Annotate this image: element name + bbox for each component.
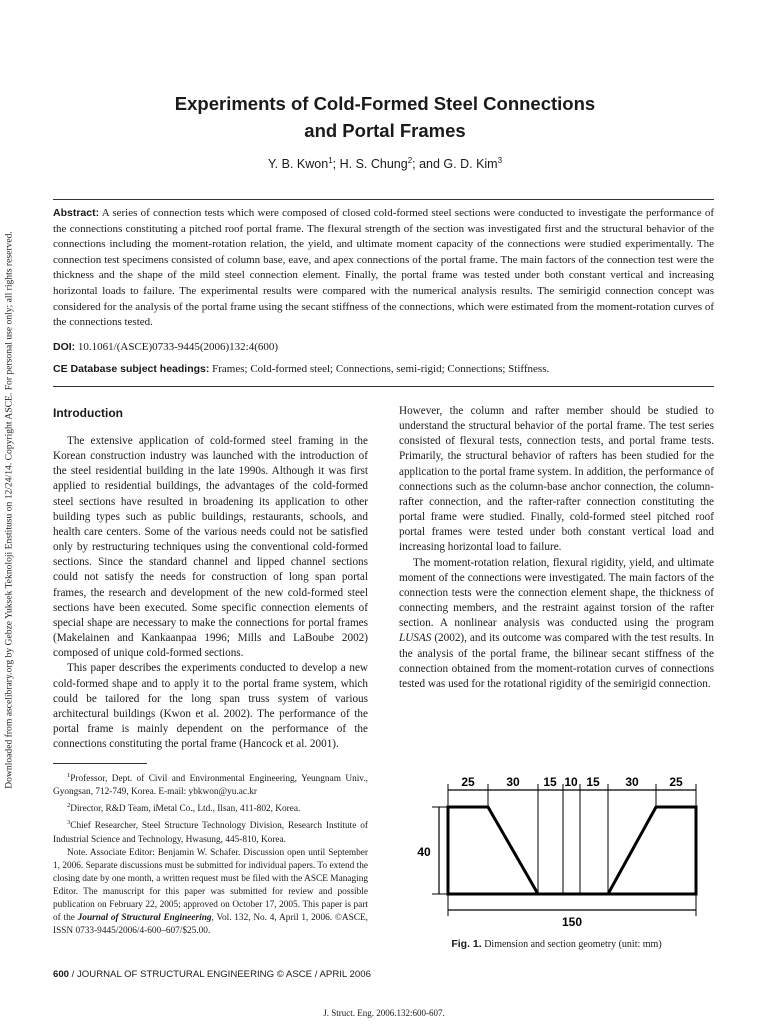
doi-label: DOI: [53,341,76,353]
dim-label-25-right: 25 [669,775,683,789]
subject-headings-value: Frames; Cold-formed steel; Connections, semi-rigid; Connections; Stiffness. [212,363,550,375]
footnote-1-text: Professor, Dept. of Civil and Environmental Engineering, Yeungnam Univ., Gyongsan, 712-749, Korea. E-mail: ybkwon@yu.ac.kr [53,774,368,798]
footnote-2-mark: 2 [67,802,71,810]
figure-caption-label: Fig. 1. [451,938,482,950]
author-separator-1: ; [332,157,340,172]
right-paragraph-2 [399,556,714,692]
abstract-label: Abstract: [53,207,100,219]
author-separator-2: ; and [412,157,444,172]
author-3: G. D. Kim [443,157,498,172]
running-footer [53,969,371,980]
title-line-1: Experiments of Cold-Formed Steel Connections [174,93,596,114]
download-watermark [2,205,16,815]
author-2-affiliation-mark: 2 [407,156,413,165]
right-column [399,404,714,692]
journal-name: Journal of Structural Engineering [77,913,212,924]
author-2: H. S. Chung [339,157,408,172]
abstract [53,206,714,331]
author-3-affiliation-mark: 3 [497,156,503,165]
abstract-bottom-rule [53,386,714,387]
subject-headings-label: CE Database subject headings: [53,363,210,375]
citation-footer: J. Struct. Eng. 2006.132:600-607. [323,1008,445,1018]
right-paragraph-2-text-b: (2002), and its outcome was compared with the test results. In the analysis of the portal frame, the bilinear secant stiffness of the connection obtained from the moment-rotation curves of connections tested was used for the rotational rigidity of the semirigid connection. [399,632,714,690]
right-paragraph-1: However, the column and rafter member should be studied to understand the structural behavior of the portal frame. The test series consisted of flexural tests, connection tests, and portal frame tests. Primarily, the structural behavior of rafters has been studied for the application to the portal frame system. In addition, the performance of connections such as the column-base anchor connection, the column-rafter connection, and the rafter-rafter connection constituting the portal frame were studied. Finally, cold-formed steel pitched roof portal frames were tested under both constant vertical load and increasing horizontal load to failure. [399,405,714,554]
intro-paragraph-2: This paper describes the experiments conducted to develop a new cold-formed shape and to apply it to the portal frame system, which could be tailored for the long span truss system of various architectural buildings (Kwon et al. 2002). The performance of the portal frame is mainly dependent on the performance of the connections constituting the portal frame (Hancock et al. 2001). [53,662,368,751]
footnote-1 [53,769,368,799]
abstract-top-rule [53,199,714,200]
dim-label-height: 40 [417,845,431,859]
footnote-3 [53,816,368,846]
section-geometry-figure [408,770,718,940]
dim-label-30-left: 30 [506,775,520,789]
running-footer-text: / JOURNAL OF STRUCTURAL ENGINEERING © ASCE / APRIL 2006 [69,969,371,980]
download-watermark-text: Downloaded from ascelibrary.org by Gebze Yuksek Teknoloji Enstitusu on 12/24/14. Copyright ASCE. For personal use only; all rights reserved. [3,231,15,789]
intro-paragraph-1: The extensive application of cold-formed steel framing in the Korean construction industry was launched with the introduction of the steel residential building in the late 1990s. Although it was first applied to residential buildings, the advantages of the cold-formed steel sections have resulted in broadening its application to other building types such as public buildings, restaurants, schools, and health care centers. Some of the various needs could not be satisfied only by restructuring techniques using the conventional cold-formed sections. Since the standard channel and lipped channel sections could not satisfy the needs for construction of long span portal frames, the research and development of the new cold-formed steel sections have been executed. Some specific connection elements of special shape are necessary to make the connections for portal frames (Makelainen and Kankaanpaa 1996; Mills and LaBoube 2002) composed of unique cold-formed sections. [53,435,368,660]
footnote-rule [53,763,147,764]
editorial-note-citation: , Vol. 132, No. 4, April 1, 2006. ©ASCE, ISSN 0733-9445/2006/4-600–607/$25.00. [53,913,368,937]
dim-label-30-right: 30 [625,775,639,789]
paper-title [60,90,710,144]
figure-caption [399,938,714,950]
figure-caption-text: Dimension and section geometry (unit: mm) [484,939,662,950]
footnote-2-text: Director, R&D Team, iMetal Co., Ltd., Ilsan, 411-802, Korea. [70,804,301,815]
footnote-1-mark: 1 [67,772,71,779]
section-outline [448,807,696,894]
left-column [53,406,368,752]
program-name: LUSAS [399,632,432,645]
page-number: 600 [53,969,70,980]
introduction-body [53,434,368,752]
dim-label-15-left: 15 [543,775,557,789]
footnote-3-mark: 3 [67,819,71,827]
dim-label-15-right: 15 [586,775,600,789]
right-paragraph-2-text-a: The moment-rotation relation, flexural rigidity, yield, and ultimate moment of the connections were investigated. The main factors of the connection tests were the connection element shape, the thickness of connecting members, and the restraint against torsion of the rafter section. A nonlinear analysis was conducted using the program [399,556,714,630]
editorial-note [53,847,368,939]
author-1: Y. B. Kwon [267,157,329,172]
footnote-2 [53,799,368,816]
title-line-2: and Portal Frames [304,120,466,141]
abstract-text: A series of connection tests which were composed of closed cold-formed steel sections were conducted to investigate the performance of the connections constituting a pitched roof portal frame. The flexural strength of the section was investigated first and the structural behavior of the connections including the moment-rotation relation, the yield, and ultimate moment capacity of the connections were studied experimentally. The connection test specimens consisted of column base, eave, and apex connections of the portal frame. The main factors of the connection test were the thickness and the shape of the mild steel connection element. Finally, the portal frame was tested under both constant vertical and increasing horizontal loads to failure. The experimental results were compared with the numerical analysis results. The semirigid connection concept was considered for the analysis of the portal frame using the secant stiffness of the connections, which were estimated from the moment-rotation curves of the connections tested. [53,207,714,329]
footnotes [53,769,368,938]
author-list [60,156,710,171]
dimension-ticks [448,784,696,916]
author-1-affiliation-mark: 1 [328,156,333,165]
editorial-note-text: Note. Associate Editor: Benjamin W. Schafer. Discussion open until September 1, 2006. Separate discussions must be submitted for individual papers. To extend the closing date by one month, a written request must be filed with the ASCE Managing Editor. The manuscript for this paper was submitted for review and possible publication on February 22, 2005; approved on October 17, 2005. This paper is part of the [53,847,368,924]
dim-label-10: 10 [564,775,578,789]
doi-line [53,341,714,353]
section-heading-introduction: Introduction [53,406,123,420]
dim-label-width: 150 [561,915,583,929]
subject-headings-line [53,363,714,375]
doi-value: 10.1061/(ASCE)0733-9445(2006)132:4(600) [77,341,279,353]
footnote-3-text: Chief Researcher, Steel Structure Technology Division, Research Institute of Industrial Science and Technology, Hwasung, 445-810, Korea. [53,821,368,845]
dim-label-25-left: 25 [461,775,475,789]
